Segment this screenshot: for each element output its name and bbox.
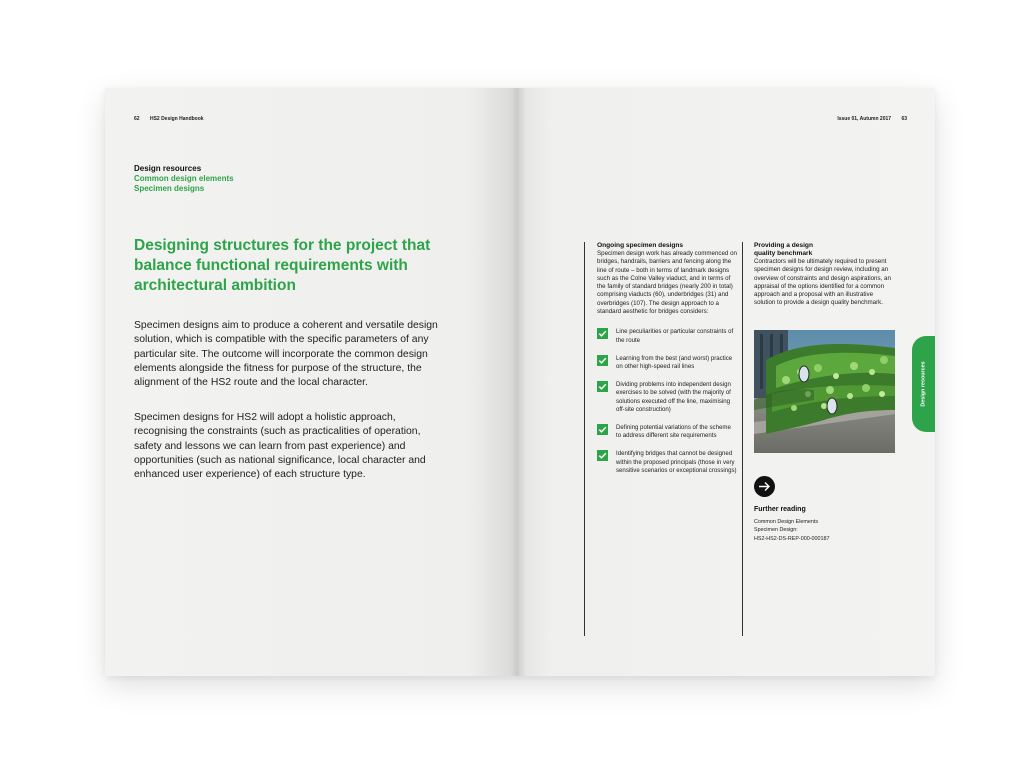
book-spread: [105, 88, 935, 676]
checkmark-icon: [597, 450, 608, 461]
further-reading-arrow-icon[interactable]: [754, 476, 775, 497]
further-reading-line: HS2-HS2-DS-REP-000-000187: [754, 535, 830, 542]
col-a-body: Specimen design work has already commenced on bridges, handrails, barriers and fencing along the line of route – both in terms of landmark designs such as the Colne Valley viaduct, and in terms of the family of standard bridges (nearly 200 in total) comprising viaducts (60), underbridges (31) and overbridges (107). The design approach to a standard aesthetic for bridges considers:: [597, 250, 737, 316]
issue-label: Issue 01, Autumn 2017: [837, 116, 892, 122]
approach-paragraph: Specimen designs for HS2 will adopt a holistic approach, recognising the constraints (such as practicalities of operation, safety and lessons we can learn from past experience) and opportunities (such as national significance, local character and enhanced user experience) of each structure type.: [134, 412, 426, 481]
considerations-checklist: [597, 328, 737, 475]
left-page-number: 62: [134, 116, 140, 122]
col-a-title: Ongoing specimen designs: [597, 242, 684, 249]
right-running-header: [837, 116, 907, 122]
further-reading-line: Common Design Elements: [754, 518, 819, 525]
right-page-number: 63: [901, 116, 907, 122]
checkmark-icon: [597, 328, 608, 339]
col-b-body: Contractors will be ultimately required to present specimen designs for design review, including an overview of constraints and design aspirations, an appraisal of the options identified for a common approach and a proposal with an illustrative solution to provide a design quality benchmark.: [754, 258, 891, 307]
breadcrumb: [134, 164, 234, 194]
further-reading-reference: [754, 518, 894, 544]
checkmark-icon: [597, 424, 608, 435]
checklist-item: [597, 450, 737, 475]
checklist-item-text: Dividing problems into independent design exercises to be solved (with the majority of solutions executed off the line, maximising off-site construction): [616, 381, 731, 413]
breadcrumb-level-2: Common design elements: [134, 174, 234, 183]
specimen-designs-column: [584, 242, 737, 636]
breadcrumb-level-3: Specimen designs: [134, 184, 205, 193]
further-reading-title: Further reading: [754, 505, 806, 513]
col-b-title: [754, 242, 894, 258]
checkmark-icon: [597, 381, 608, 392]
page-headline: Designing structures for the project that balance functional requirements with architectural ambition: [134, 237, 431, 294]
checklist-item-text: Line peculiarities or particular constraints of the route: [616, 328, 734, 344]
intro-paragraph: Specimen designs aim to produce a coherent and versatile design solution, which is compatible with the specific parameters of any particular site. The outcome will incorporate the common design elements alongside the fitness for purpose of the structure, the alignment of the HS2 route and the local character.: [134, 320, 438, 389]
col-b-title-line-2: quality benchmark: [754, 250, 813, 257]
checklist-item: [597, 328, 737, 344]
left-page: [105, 88, 518, 676]
checklist-item: [597, 355, 737, 371]
green-wall-bridge-photo: [754, 330, 895, 453]
running-title: HS2 Design Handbook: [149, 116, 204, 122]
right-page: [518, 88, 935, 676]
col-b-title-line-1: Providing a design: [754, 242, 813, 249]
side-tab-label: Design resources: [921, 361, 927, 407]
checklist-item-text: Identifying bridges that cannot be designed within the proposed principals (those in very sensitive scenarios or exceptional crossings): [616, 450, 737, 474]
further-reading-line: Specimen Design:: [754, 527, 798, 534]
checklist-item: [597, 381, 737, 414]
benchmark-column: [742, 242, 894, 636]
checklist-item-text: Learning from the best (and worst) practice on other high-speed rail lines: [616, 354, 733, 370]
left-running-header: [134, 116, 213, 122]
checklist-item-text: Defining potential variations of the scheme to address different site requirements: [616, 424, 731, 440]
section-side-tab[interactable]: [912, 336, 935, 432]
checkmark-icon: [597, 355, 608, 366]
breadcrumb-level-1: Design resources: [134, 164, 202, 173]
checklist-item: [597, 424, 737, 440]
